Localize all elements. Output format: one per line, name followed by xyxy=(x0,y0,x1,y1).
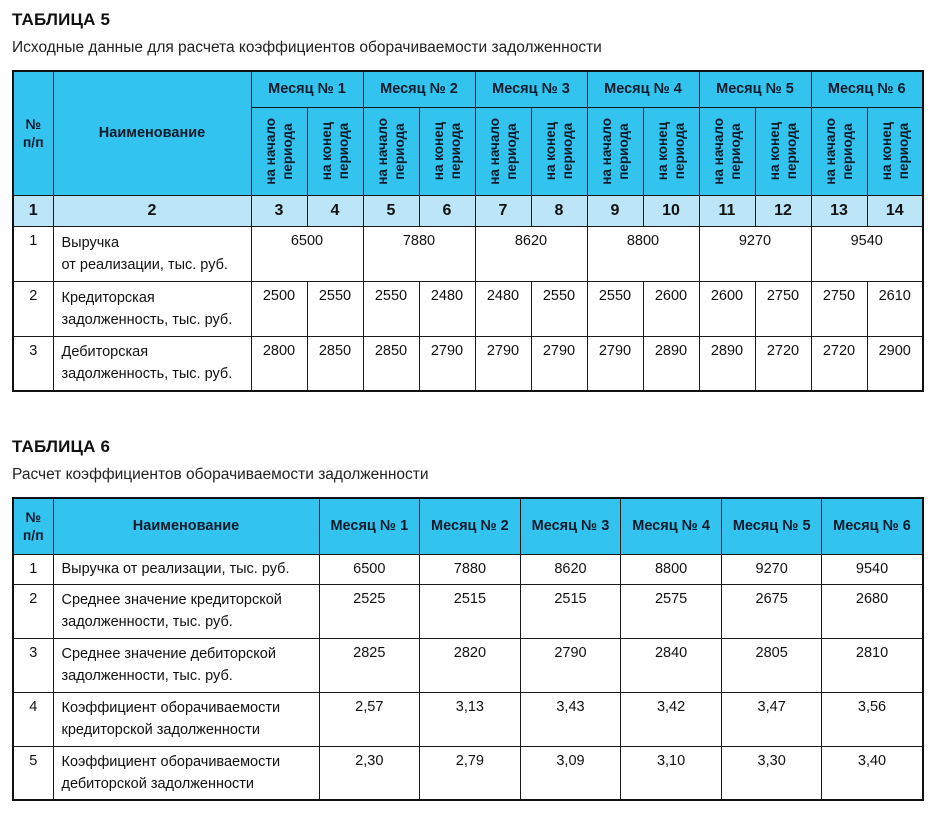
header-month-4: Месяц № 4 xyxy=(621,498,722,554)
row-number: 2 xyxy=(13,584,53,638)
period-label: на начало периода xyxy=(263,117,295,185)
value-cell: 3,30 xyxy=(721,746,822,800)
row-number: 3 xyxy=(13,638,53,692)
period-label: на конец периода xyxy=(319,121,351,181)
value-cell: 2480 xyxy=(419,281,475,336)
value-cell: 2,57 xyxy=(319,692,420,746)
value-cell: 2515 xyxy=(420,584,521,638)
value-cell: 3,40 xyxy=(822,746,923,800)
value-cell: 2890 xyxy=(643,336,699,391)
value-cell: 2550 xyxy=(587,281,643,336)
header-month-6: Месяц № 6 xyxy=(811,71,923,107)
row-number: 2 xyxy=(13,281,53,336)
column-number: 11 xyxy=(699,195,755,226)
period-label: на конец периода xyxy=(767,121,799,181)
row-number: 4 xyxy=(13,692,53,746)
value-cell: 3,10 xyxy=(621,746,722,800)
header-month-4: Месяц № 4 xyxy=(587,71,699,107)
value-cell: 2600 xyxy=(699,281,755,336)
period-label: на начало периода xyxy=(375,117,407,185)
period-label: на конец периода xyxy=(431,121,463,181)
column-number: 3 xyxy=(251,195,307,226)
row-name: Кредиторская задолженность, тыс. руб. xyxy=(53,281,251,336)
table-row xyxy=(13,692,923,746)
header-period-start xyxy=(363,107,419,195)
value-cell: 2675 xyxy=(721,584,822,638)
value-cell: 2900 xyxy=(867,336,923,391)
value-cell: 2600 xyxy=(643,281,699,336)
value-cell: 7880 xyxy=(363,226,475,281)
table5-title: ТАБЛИЦА 5 xyxy=(12,10,111,29)
table-row xyxy=(13,226,923,281)
column-number: 8 xyxy=(531,195,587,226)
value-cell: 2790 xyxy=(587,336,643,391)
header-row xyxy=(13,498,923,554)
header-period-end xyxy=(643,107,699,195)
row-number: 1 xyxy=(13,226,53,281)
value-cell: 9540 xyxy=(811,226,923,281)
value-cell: 6500 xyxy=(319,554,420,584)
header-month-3: Месяц № 3 xyxy=(520,498,621,554)
header-month-1: Месяц № 1 xyxy=(251,71,363,107)
column-number: 5 xyxy=(363,195,419,226)
column-number: 12 xyxy=(755,195,811,226)
value-cell: 2550 xyxy=(531,281,587,336)
column-number: 4 xyxy=(307,195,363,226)
header-period-start xyxy=(699,107,755,195)
value-cell: 3,47 xyxy=(721,692,822,746)
table-row xyxy=(13,584,923,638)
column-number: 9 xyxy=(587,195,643,226)
header-period-end xyxy=(307,107,363,195)
row-number: 3 xyxy=(13,336,53,391)
value-cell: 3,42 xyxy=(621,692,722,746)
period-label: на начало периода xyxy=(487,117,519,185)
value-cell: 2750 xyxy=(811,281,867,336)
header-period-start xyxy=(251,107,307,195)
value-cell: 8800 xyxy=(621,554,722,584)
value-cell: 2480 xyxy=(475,281,531,336)
column-number: 14 xyxy=(867,195,923,226)
column-number: 1 xyxy=(13,195,53,226)
value-cell: 2790 xyxy=(531,336,587,391)
row-name: Выручка от реализации, тыс. руб. xyxy=(53,554,319,584)
header-month-5: Месяц № 5 xyxy=(699,71,811,107)
value-cell: 3,09 xyxy=(520,746,621,800)
value-cell: 2790 xyxy=(419,336,475,391)
period-label: на начало периода xyxy=(599,117,631,185)
header-no: № п/п xyxy=(13,498,53,554)
value-cell: 7880 xyxy=(420,554,521,584)
value-cell: 9540 xyxy=(822,554,923,584)
row-number: 5 xyxy=(13,746,53,800)
value-cell: 2790 xyxy=(475,336,531,391)
row-name: Дебиторская задолженность, тыс. руб. xyxy=(53,336,251,391)
column-number: 2 xyxy=(53,195,251,226)
table-row xyxy=(13,554,923,584)
value-cell: 2720 xyxy=(755,336,811,391)
table-row xyxy=(13,746,923,800)
value-cell: 2720 xyxy=(811,336,867,391)
value-cell: 2575 xyxy=(621,584,722,638)
header-name: Наименование xyxy=(53,71,251,195)
row-name: Среднее значение кредиторской задолженности, тыс. руб. xyxy=(53,584,319,638)
table6-subtitle: Расчет коэффициентов оборачиваемости задолженности xyxy=(12,466,429,483)
value-cell: 2810 xyxy=(822,638,923,692)
column-number: 10 xyxy=(643,195,699,226)
table5 xyxy=(12,70,924,392)
header-row-months xyxy=(13,71,923,107)
value-cell: 2850 xyxy=(363,336,419,391)
header-month-1: Месяц № 1 xyxy=(319,498,420,554)
header-month-2: Месяц № 2 xyxy=(420,498,521,554)
value-cell: 3,13 xyxy=(420,692,521,746)
column-number: 13 xyxy=(811,195,867,226)
table5-subtitle: Исходные данные для расчета коэффициентов оборачиваемости задолженности xyxy=(12,39,602,56)
value-cell: 2805 xyxy=(721,638,822,692)
value-cell: 2800 xyxy=(251,336,307,391)
column-number: 6 xyxy=(419,195,475,226)
value-cell: 2550 xyxy=(307,281,363,336)
header-month-5: Месяц № 5 xyxy=(721,498,822,554)
value-cell: 2,30 xyxy=(319,746,420,800)
value-cell: 3,43 xyxy=(520,692,621,746)
row-name: Коэффициент оборачиваемости дебиторской задолженности xyxy=(53,746,319,800)
table-row xyxy=(13,281,923,336)
period-label: на конец периода xyxy=(878,121,911,181)
row-number: 1 xyxy=(13,554,53,584)
value-cell: 8620 xyxy=(475,226,587,281)
row-name: Среднее значение дебиторской задолженности, тыс. руб. xyxy=(53,638,319,692)
table6-title: ТАБЛИЦА 6 xyxy=(12,437,111,456)
value-cell: 2,79 xyxy=(420,746,521,800)
period-label: на конец периода xyxy=(543,121,575,181)
value-cell: 8800 xyxy=(587,226,699,281)
value-cell: 2680 xyxy=(822,584,923,638)
value-cell: 2890 xyxy=(699,336,755,391)
header-period-end xyxy=(755,107,811,195)
period-label: на начало периода xyxy=(823,117,855,185)
header-no: № п/п xyxy=(13,71,53,195)
row-name: Выручка от реализации, тыс. руб. xyxy=(53,226,251,281)
row-name: Коэффициент оборачиваемости кредиторской задолженности xyxy=(53,692,319,746)
value-cell: 2550 xyxy=(363,281,419,336)
value-cell: 2840 xyxy=(621,638,722,692)
period-label: на конец периода xyxy=(655,121,687,181)
table6 xyxy=(12,497,924,801)
value-cell: 2850 xyxy=(307,336,363,391)
value-cell: 2750 xyxy=(755,281,811,336)
header-month-6: Месяц № 6 xyxy=(822,498,923,554)
column-number: 7 xyxy=(475,195,531,226)
value-cell: 2525 xyxy=(319,584,420,638)
value-cell: 3,56 xyxy=(822,692,923,746)
header-month-2: Месяц № 2 xyxy=(363,71,475,107)
value-cell: 6500 xyxy=(251,226,363,281)
header-period-start xyxy=(811,107,867,195)
header-period-end xyxy=(867,107,923,195)
header-period-end xyxy=(419,107,475,195)
value-cell: 8620 xyxy=(520,554,621,584)
value-cell: 2820 xyxy=(420,638,521,692)
table-row xyxy=(13,638,923,692)
header-name: Наименование xyxy=(53,498,319,554)
value-cell: 2500 xyxy=(251,281,307,336)
column-number-row xyxy=(13,195,923,226)
value-cell: 9270 xyxy=(721,554,822,584)
header-month-3: Месяц № 3 xyxy=(475,71,587,107)
value-cell: 9270 xyxy=(699,226,811,281)
table-row xyxy=(13,336,923,391)
value-cell: 2610 xyxy=(867,281,923,336)
value-cell: 2825 xyxy=(319,638,420,692)
header-period-start xyxy=(587,107,643,195)
value-cell: 2790 xyxy=(520,638,621,692)
header-period-end xyxy=(531,107,587,195)
header-period-start xyxy=(475,107,531,195)
period-label: на начало периода xyxy=(711,117,743,185)
value-cell: 2515 xyxy=(520,584,621,638)
